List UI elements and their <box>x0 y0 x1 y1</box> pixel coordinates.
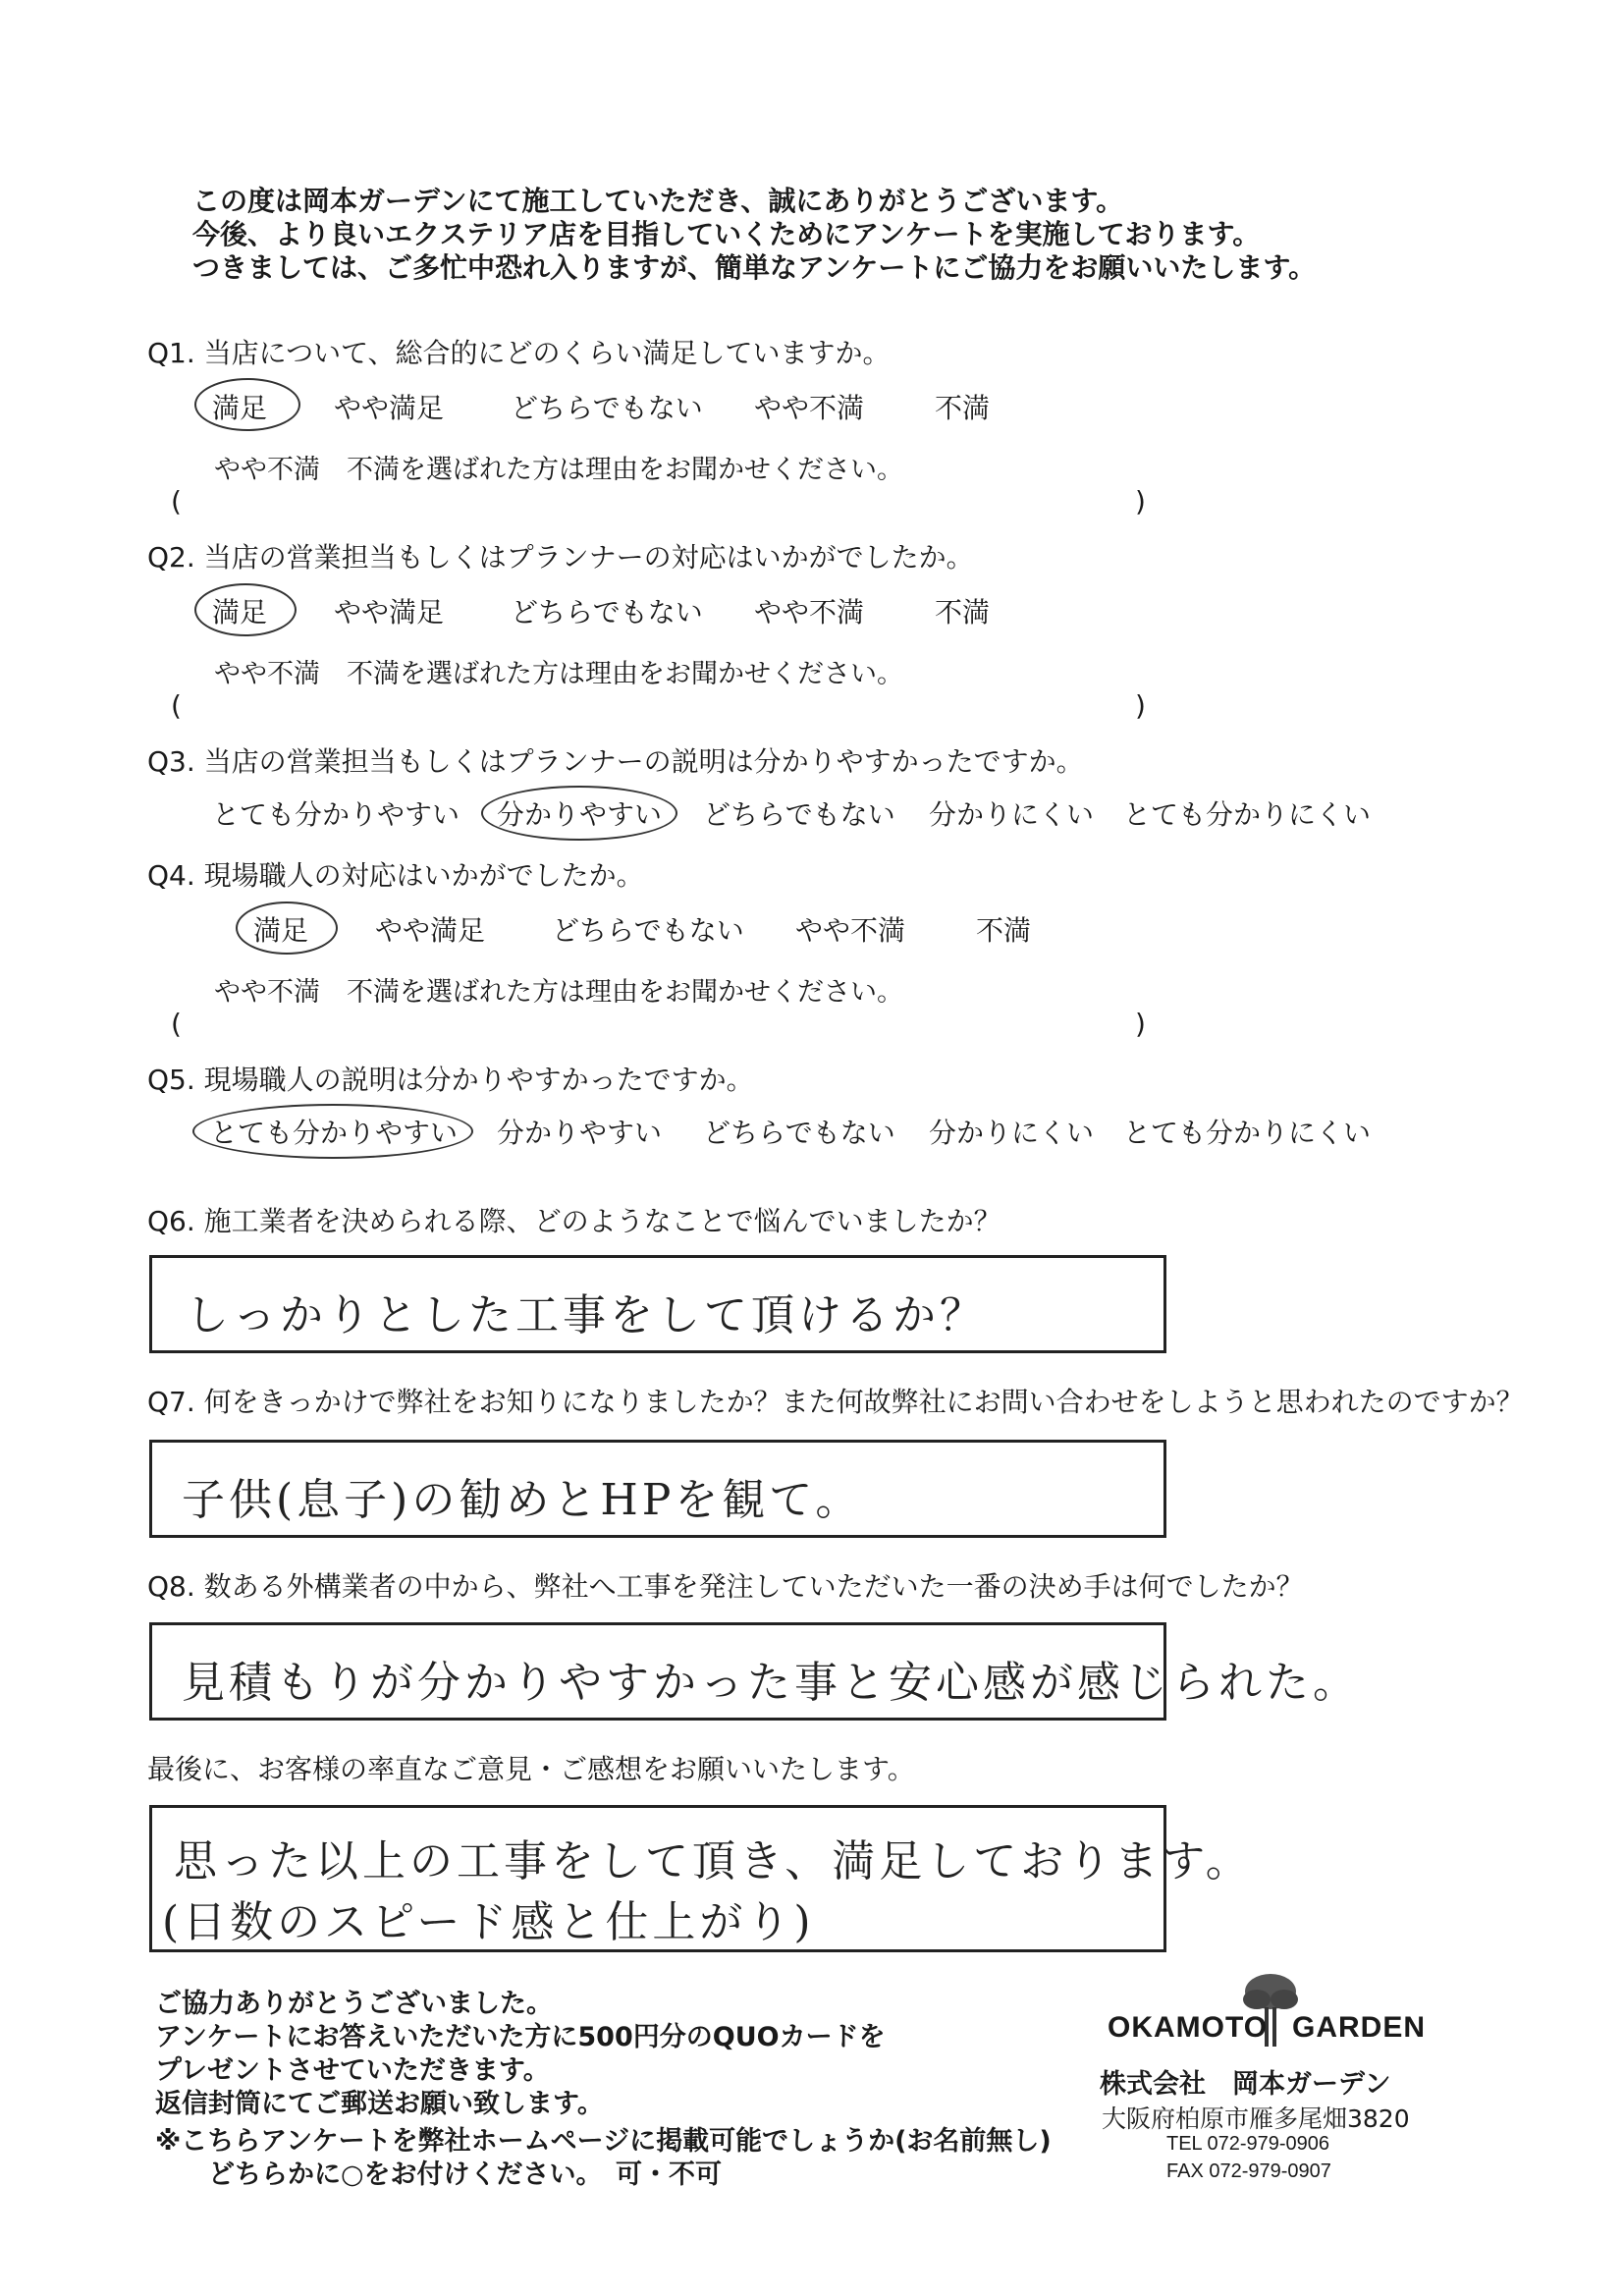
q5-option-4[interactable]: 分かりにくい <box>929 1117 1095 1149</box>
intro-line-3: つきましては、ご多忙中恐れ入りますが、簡単なアンケートにご協力をお願いいたします。 <box>192 251 1317 284</box>
q3-label: Q3. 当店の営業担当もしくはプランナーの説明は分かりやすかったですか。 <box>147 745 1084 778</box>
q2-reason-note: やや不満 不満を選ばれた方は理由をお聞かせください。 <box>214 659 903 689</box>
q4-option-1[interactable]: 満足 <box>253 914 309 947</box>
q1-option-3[interactable]: どちらでもない <box>511 392 703 424</box>
q2-option-2[interactable]: やや満足 <box>334 596 445 629</box>
q3-option-4[interactable]: 分かりにくい <box>929 798 1095 831</box>
intro-line-1: この度は岡本ガーデンにて施工していただき、誠にありがとうございます。 <box>192 185 1124 217</box>
q1-option-4[interactable]: やや不満 <box>754 392 865 424</box>
q5-option-3[interactable]: どちらでもない <box>703 1117 895 1149</box>
q3-option-5[interactable]: とても分かりにくい <box>1123 798 1372 831</box>
q2-option-1[interactable]: 満足 <box>212 596 268 629</box>
company-tel: TEL 072-979-0906 <box>1166 2133 1330 2155</box>
q3-option-2[interactable]: 分かりやすい <box>497 798 663 831</box>
q8-answer-text: 見積もりが分かりやすかった事と安心感が感じられた。 <box>182 1658 1360 1708</box>
q1-option-2[interactable]: やや満足 <box>334 392 445 424</box>
q4-label: Q4. 現場職人の対応はいかがでしたか。 <box>147 859 644 892</box>
q1-option-1[interactable]: 満足 <box>212 392 268 424</box>
q5-option-1[interactable]: とても分かりやすい <box>210 1117 459 1149</box>
q4-option-3[interactable]: どちらでもない <box>552 914 744 947</box>
q4-reason-note: やや不満 不満を選ばれた方は理由をお聞かせください。 <box>214 977 903 1008</box>
footer-line-6: どちらかに○をお付けください。 可・不可 <box>155 2159 723 2190</box>
footer-line-3: プレゼントさせていただきます。 <box>155 2055 550 2086</box>
q4-reason-close: ) <box>1135 1008 1146 1040</box>
company-address: 大阪府柏原市雁多尾畑3820 <box>1102 2105 1410 2133</box>
q3-option-1[interactable]: とても分かりやすい <box>212 798 460 831</box>
q4-option-5[interactable]: 不満 <box>976 914 1032 947</box>
q5-option-2[interactable]: 分かりやすい <box>497 1117 663 1149</box>
q1-reason-open: ( <box>171 485 182 518</box>
q8-label: Q8. 数ある外構業者の中から、弊社へ工事を発注していただいた一番の決め手は何でしたか？ <box>147 1570 1304 1603</box>
q1-reason-close: ) <box>1135 485 1146 518</box>
final-label: 最後に、お客様の率直なご意見・ご感想をお願いいたします。 <box>147 1753 915 1785</box>
q1-label: Q1. 当店について、総合的にどのくらい満足していますか。 <box>147 337 891 369</box>
q4-option-4[interactable]: やや不満 <box>795 914 906 947</box>
q6-answer-box[interactable] <box>149 1255 1166 1353</box>
q7-answer-text: 子供(息子)の勧めとHPを観て。 <box>182 1475 863 1525</box>
q2-option-4[interactable]: やや不満 <box>754 596 865 629</box>
company-logo <box>1108 1970 1432 2049</box>
final-answer-box[interactable] <box>149 1805 1253 1952</box>
q6-label: Q6. 施工業者を決められる際、どのようなことで悩んでいましたか？ <box>147 1205 1001 1237</box>
final-answer-line-2: (日数のスピード感と仕上がり) <box>162 1897 815 1947</box>
q4-reason-open: ( <box>171 1008 182 1040</box>
company-name: 株式会社 岡本ガーデン <box>1100 2069 1391 2100</box>
q8-answer-box[interactable] <box>149 1622 1360 1721</box>
intro-line-2: 今後、より良いエクステリア店を目指していくためにアンケートを実施しております。 <box>192 218 1261 250</box>
footer-line-5: ※こちらアンケートを弊社ホームページに掲載可能でしょうか(お名前無し) <box>155 2126 1052 2157</box>
footer-line-4: 返信封筒にてご郵送お願い致します。 <box>155 2089 604 2119</box>
q7-answer-box[interactable] <box>149 1440 1166 1538</box>
q2-label: Q2. 当店の営業担当もしくはプランナーの対応はいかがでしたか。 <box>147 541 974 574</box>
logo-left-text: OKAMOTO <box>1108 2011 1269 2044</box>
q1-option-5[interactable]: 不満 <box>935 392 991 424</box>
q7-label: Q7. 何をきっかけで弊社をお知りになりましたか？また何故弊社にお問い合わせをしようと思われたのですか？ <box>147 1386 1524 1418</box>
q5-option-5[interactable]: とても分かりにくい <box>1123 1117 1372 1149</box>
q2-option-3[interactable]: どちらでもない <box>511 596 703 629</box>
q2-reason-open: ( <box>171 689 182 722</box>
q1-reason-note: やや不満 不満を選ばれた方は理由をお聞かせください。 <box>214 455 903 485</box>
q4-option-2[interactable]: やや満足 <box>375 914 486 947</box>
final-answer-line-1: 思った以上の工事をして頂き、満足しております。 <box>174 1836 1253 1886</box>
logo-right-text: GARDEN <box>1292 2011 1427 2044</box>
company-fax: FAX 072-979-0907 <box>1166 2160 1331 2182</box>
q2-option-5[interactable]: 不満 <box>935 596 991 629</box>
footer-line-1: ご協力ありがとうございました。 <box>155 1989 553 2019</box>
q5-label: Q5. 現場職人の説明は分かりやすかったですか。 <box>147 1064 754 1096</box>
footer-line-2: アンケートにお答えいただいた方に500円分のQUOカードを <box>155 2022 886 2052</box>
q3-option-3[interactable]: どちらでもない <box>703 798 895 831</box>
q2-reason-close: ) <box>1135 689 1146 722</box>
q6-answer-text: しっかりとした工事をして頂けるか？ <box>186 1290 987 1340</box>
